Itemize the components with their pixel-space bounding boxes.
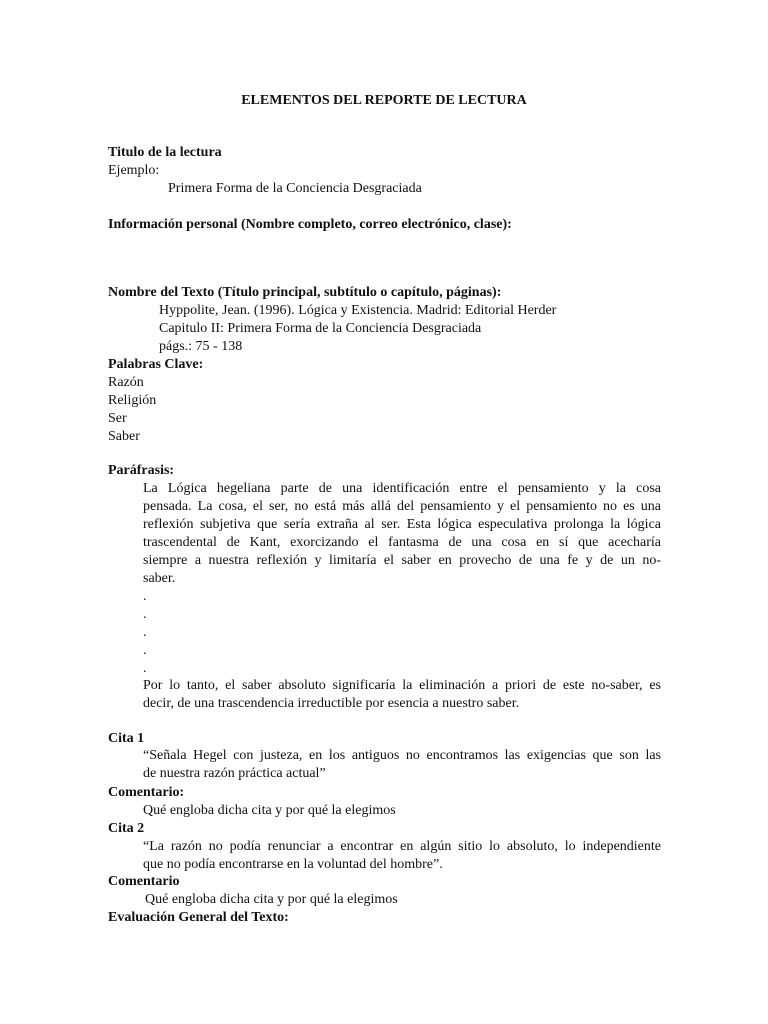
- quote-line: “La razón no podía renunciar a encontrar en algún sitio lo absoluto, lo independiente: [143, 839, 661, 854]
- titulo-heading: Titulo de la lectura: [108, 145, 222, 160]
- paragraph-line: Por lo tanto, el saber absoluto significaría la eliminación a priori de este no-saber, es: [143, 678, 661, 693]
- paragraph-line: decir, de una trascendencia irreductible por esencia a nuestro saber.: [143, 696, 520, 711]
- paragraph-line: siempre a nuestra reflexión y limitaría el saber en provecho de una fe y de un no-: [143, 553, 661, 568]
- evaluacion-heading: Evaluación General del Texto:: [108, 910, 289, 925]
- paragraph-line: reflexión subjetiva que sería extraña al ser. Esta lógica especulativa prolonga la lógica: [143, 517, 661, 532]
- keyword-item: Saber: [108, 429, 140, 444]
- comentario-2-text: Qué engloba dicha cita y por qué la elegimos: [145, 892, 398, 907]
- ellipsis-dot: .: [143, 589, 147, 604]
- ellipsis-dot: .: [143, 661, 147, 676]
- keyword-item: Razón: [108, 375, 144, 390]
- ejemplo-value: Primera Forma de la Conciencia Desgraciada: [168, 181, 422, 196]
- paragraph-line: La Lógica hegeliana parte de una identificación entre el pensamiento y la cosa: [143, 481, 661, 496]
- keyword-item: Ser: [108, 411, 127, 426]
- parafrasis-paragraph-1: [143, 480, 661, 588]
- quote-line: de nuestra razón práctica actual”: [143, 766, 326, 781]
- paragraph-line: trascendental de Kant, exorcizando el fantasma de una cosa en sí que acecharía: [143, 535, 661, 550]
- chapter-line: Capitulo II: Primera Forma de la Conciencia Desgraciada: [159, 321, 482, 336]
- cita-1-heading: Cita 1: [108, 731, 145, 746]
- comentario-1-heading: Comentario:: [108, 785, 185, 800]
- paragraph-line: saber.: [143, 571, 176, 586]
- cita-2-heading: Cita 2: [108, 821, 145, 836]
- pages-line: págs.: 75 - 138: [159, 339, 243, 354]
- ellipsis-dot: .: [143, 607, 147, 622]
- document-title: ELEMENTOS DEL REPORTE DE LECTURA: [241, 93, 527, 108]
- ellipsis-dot: .: [143, 643, 147, 658]
- nombre-texto-heading: Nombre del Texto (Título principal, subtítulo o capítulo, páginas):: [108, 285, 502, 300]
- reference-line: Hyppolite, Jean. (1996). Lógica y Existencia. Madrid: Editorial Herder: [159, 303, 557, 318]
- parafrasis-paragraph-2: [143, 677, 661, 713]
- cita-1-quote: [143, 747, 661, 783]
- parafrasis-heading: Paráfrasis:: [108, 463, 175, 478]
- keyword-item: Religión: [108, 393, 157, 408]
- comentario-1-text: Qué engloba dicha cita y por qué la elegimos: [143, 803, 396, 818]
- quote-line: “Señala Hegel con justeza, en los antiguos no encontramos las exigencias que son las: [143, 748, 661, 763]
- quote-line: que no podía encontrarse en la voluntad del hombre”.: [143, 857, 443, 872]
- comentario-2-heading: Comentario: [108, 874, 180, 889]
- ellipsis-dot: .: [143, 625, 147, 640]
- info-personal-heading: Información personal (Nombre completo, correo electrónico, clase):: [108, 217, 512, 232]
- cita-2-quote: [143, 838, 661, 874]
- palabras-clave-heading: Palabras Clave:: [108, 357, 204, 372]
- ejemplo-label: Ejemplo:: [108, 163, 160, 178]
- paragraph-line: pensada. La cosa, el ser, no está más allá del pensamiento y el pensamiento no es una: [143, 499, 661, 514]
